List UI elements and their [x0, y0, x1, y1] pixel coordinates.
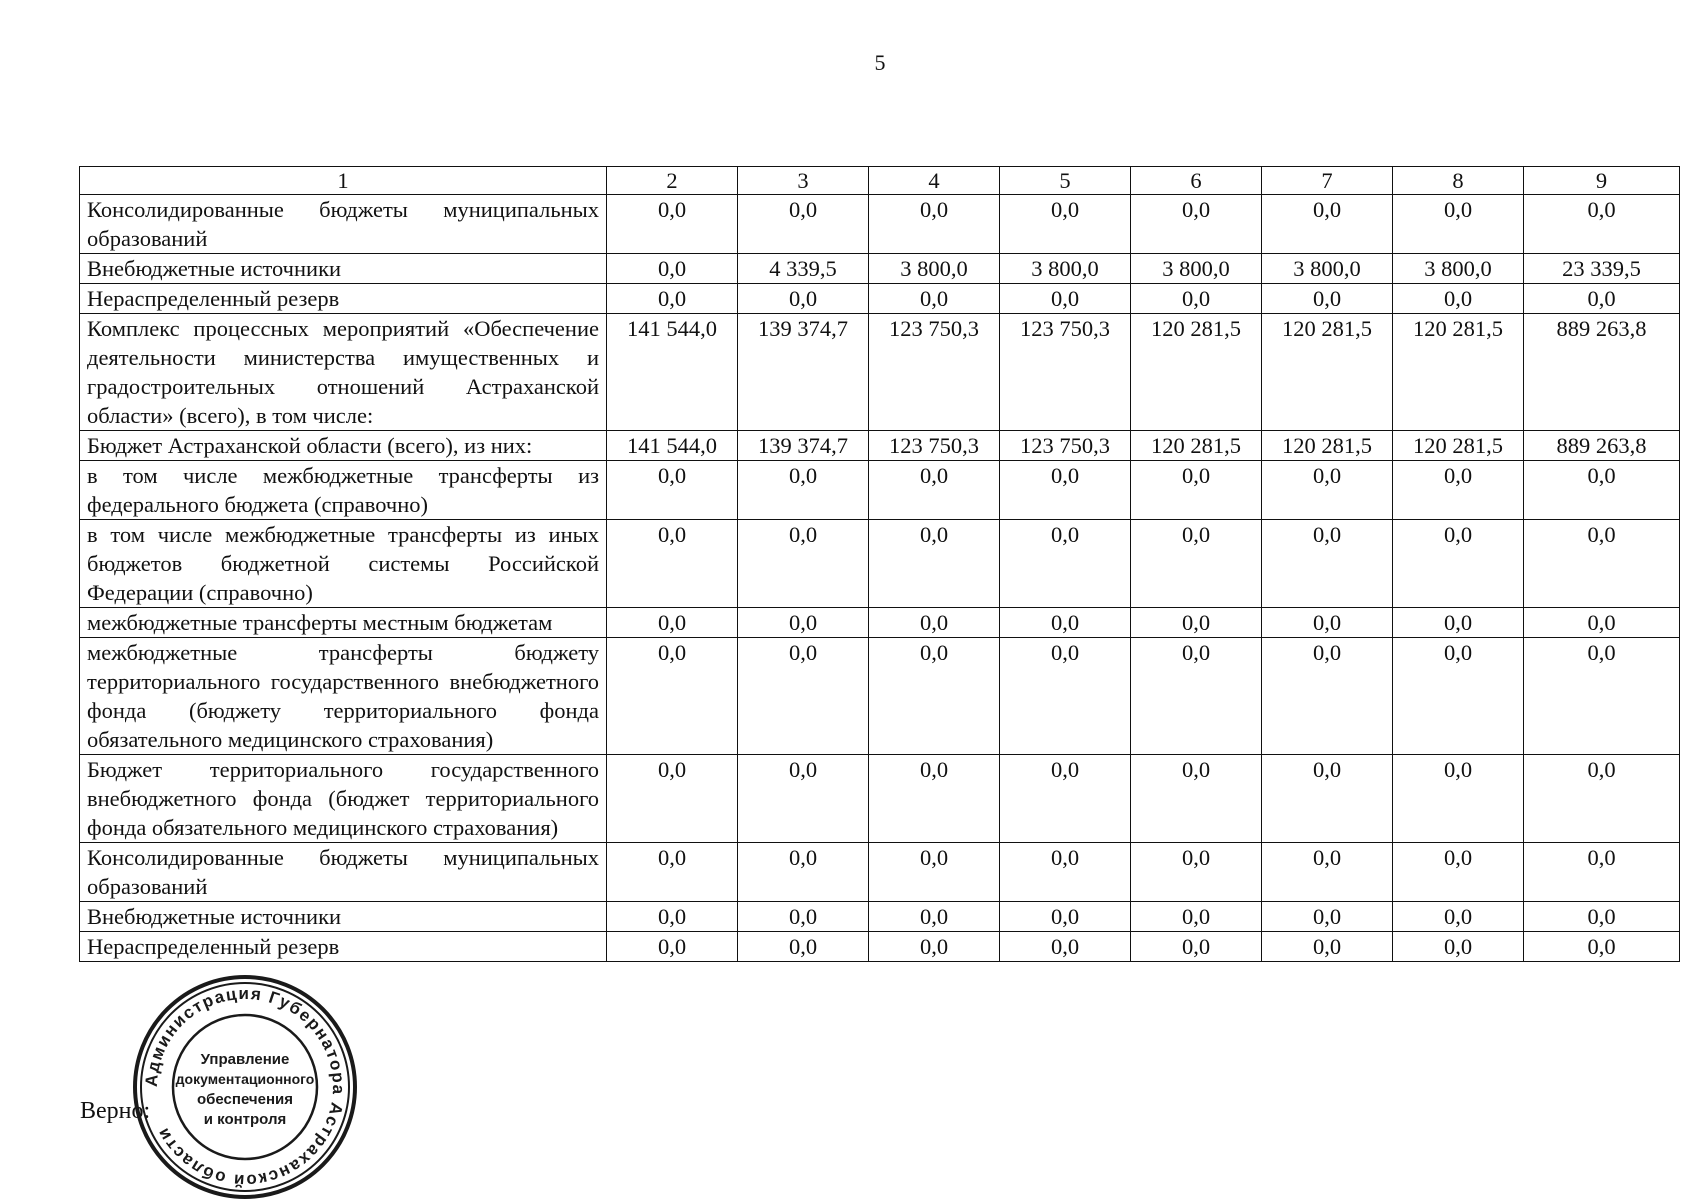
value-cell: 0,0: [1262, 520, 1393, 608]
value-cell: 0,0: [738, 638, 869, 755]
value-cell: 3 800,0: [1393, 254, 1524, 284]
value-cell: 0,0: [738, 902, 869, 932]
page-number: 5: [874, 50, 886, 75]
row-label: Внебюджетные источники: [80, 254, 607, 284]
table-row: [80, 608, 1680, 638]
value-cell: 0,0: [1393, 520, 1524, 608]
header-cell: 8: [1393, 167, 1524, 195]
value-cell: 0,0: [869, 843, 1000, 902]
row-label: межбюджетные трансферты местным бюджетам: [80, 608, 607, 638]
value-cell: 3 800,0: [1131, 254, 1262, 284]
value-cell: 0,0: [1393, 461, 1524, 520]
value-cell: 0,0: [1000, 755, 1131, 843]
value-cell: 139 374,7: [738, 314, 869, 431]
value-cell: 0,0: [1524, 932, 1680, 962]
value-cell: 0,0: [1262, 608, 1393, 638]
table-row: [80, 314, 1680, 431]
value-cell: 0,0: [738, 755, 869, 843]
value-cell: 0,0: [1131, 932, 1262, 962]
value-cell: 123 750,3: [869, 314, 1000, 431]
row-label: Комплекс процессных мероприятий «Обеспечение деятельности министерства имущественных и градостроительных отношений Астраханской области» (всего), в том числе:: [80, 314, 607, 431]
value-cell: 123 750,3: [1000, 314, 1131, 431]
value-cell: 0,0: [1131, 638, 1262, 755]
table-row: [80, 195, 1680, 254]
value-cell: 0,0: [1262, 284, 1393, 314]
row-label: межбюджетные трансферты бюджету территориального государственного внебюджетного фонда (бюджету территориального фонда обязательного медицинского страхования): [80, 638, 607, 755]
value-cell: 0,0: [738, 195, 869, 254]
value-cell: 0,0: [1524, 284, 1680, 314]
table-row: [80, 520, 1680, 608]
value-cell: 0,0: [607, 843, 738, 902]
value-cell: 120 281,5: [1131, 431, 1262, 461]
value-cell: 0,0: [1131, 195, 1262, 254]
value-cell: 0,0: [1262, 755, 1393, 843]
value-cell: 0,0: [1000, 932, 1131, 962]
value-cell: 0,0: [1000, 843, 1131, 902]
value-cell: 0,0: [1524, 195, 1680, 254]
row-label: Бюджет территориального государственного внебюджетного фонда (бюджет территориального фонда обязательного медицинского страхования): [80, 755, 607, 843]
value-cell: 0,0: [607, 254, 738, 284]
row-label: в том числе межбюджетные трансферты из иных бюджетов бюджетной системы Российской Федерации (справочно): [80, 520, 607, 608]
value-cell: 0,0: [1393, 902, 1524, 932]
header-cell: 1: [80, 167, 607, 195]
value-cell: 141 544,0: [607, 431, 738, 461]
seal-center-line: документационного: [175, 1071, 315, 1087]
row-label: Нераспределенный резерв: [80, 284, 607, 314]
value-cell: 0,0: [738, 932, 869, 962]
value-cell: 0,0: [1131, 461, 1262, 520]
table-row: [80, 431, 1680, 461]
table-row: [80, 755, 1680, 843]
table-row: [80, 902, 1680, 932]
value-cell: 0,0: [1131, 843, 1262, 902]
table-row: [80, 461, 1680, 520]
value-cell: 120 281,5: [1262, 314, 1393, 431]
value-cell: 0,0: [607, 520, 738, 608]
value-cell: 0,0: [1524, 843, 1680, 902]
value-cell: 0,0: [869, 520, 1000, 608]
table-row: [80, 254, 1680, 284]
value-cell: 3 800,0: [869, 254, 1000, 284]
value-cell: 0,0: [1393, 755, 1524, 843]
value-cell: 0,0: [1393, 843, 1524, 902]
value-cell: 0,0: [607, 284, 738, 314]
seal-center-line: обеспечения: [196, 1091, 294, 1108]
value-cell: 0,0: [607, 638, 738, 755]
value-cell: 0,0: [1000, 284, 1131, 314]
table-header-row: [80, 167, 1680, 195]
value-cell: 0,0: [1262, 902, 1393, 932]
value-cell: 0,0: [1131, 608, 1262, 638]
table-row: [80, 843, 1680, 902]
row-label: в том числе межбюджетные трансферты из федерального бюджета (справочно): [80, 461, 607, 520]
value-cell: 0,0: [869, 755, 1000, 843]
value-cell: 0,0: [1262, 195, 1393, 254]
row-label: Бюджет Астраханской области (всего), из них:: [80, 431, 607, 461]
value-cell: 0,0: [1524, 608, 1680, 638]
value-cell: 0,0: [1000, 608, 1131, 638]
value-cell: 0,0: [869, 461, 1000, 520]
value-cell: 0,0: [1131, 284, 1262, 314]
value-cell: 0,0: [1262, 843, 1393, 902]
budget-table: [79, 166, 1680, 962]
value-cell: 0,0: [1393, 638, 1524, 755]
certification-text: Верно:: [80, 1098, 151, 1124]
table-row: [80, 284, 1680, 314]
value-cell: 0,0: [1524, 520, 1680, 608]
value-cell: 120 281,5: [1393, 431, 1524, 461]
value-cell: 889 263,8: [1524, 314, 1680, 431]
value-cell: 0,0: [738, 608, 869, 638]
value-cell: 0,0: [869, 932, 1000, 962]
value-cell: 3 800,0: [1000, 254, 1131, 284]
header-cell: 2: [607, 167, 738, 195]
value-cell: 0,0: [607, 195, 738, 254]
value-cell: 0,0: [738, 461, 869, 520]
value-cell: 0,0: [1262, 638, 1393, 755]
header-cell: 4: [869, 167, 1000, 195]
value-cell: 0,0: [869, 608, 1000, 638]
value-cell: 0,0: [1000, 195, 1131, 254]
value-cell: 0,0: [607, 755, 738, 843]
value-cell: 120 281,5: [1393, 314, 1524, 431]
value-cell: 0,0: [869, 902, 1000, 932]
value-cell: 139 374,7: [738, 431, 869, 461]
row-label: Консолидированные бюджеты муниципальных образований: [80, 195, 607, 254]
value-cell: 120 281,5: [1262, 431, 1393, 461]
table-row: [80, 638, 1680, 755]
value-cell: 0,0: [1131, 902, 1262, 932]
value-cell: 0,0: [738, 284, 869, 314]
value-cell: 0,0: [1131, 520, 1262, 608]
value-cell: 0,0: [1524, 638, 1680, 755]
row-label: Консолидированные бюджеты муниципальных образований: [80, 843, 607, 902]
value-cell: 123 750,3: [1000, 431, 1131, 461]
value-cell: 0,0: [738, 843, 869, 902]
budget-table-body: [80, 167, 1680, 962]
value-cell: 0,0: [1000, 461, 1131, 520]
value-cell: 0,0: [1262, 932, 1393, 962]
value-cell: 0,0: [607, 932, 738, 962]
value-cell: 23 339,5: [1524, 254, 1680, 284]
header-cell: 6: [1131, 167, 1262, 195]
value-cell: 0,0: [607, 608, 738, 638]
value-cell: 0,0: [1000, 638, 1131, 755]
header-cell: 7: [1262, 167, 1393, 195]
row-label: Нераспределенный резерв: [80, 932, 607, 962]
value-cell: 0,0: [738, 520, 869, 608]
value-cell: 0,0: [607, 902, 738, 932]
value-cell: 141 544,0: [607, 314, 738, 431]
value-cell: 0,0: [869, 284, 1000, 314]
table-row: [80, 932, 1680, 962]
value-cell: 0,0: [607, 461, 738, 520]
header-cell: 3: [738, 167, 869, 195]
official-seal: [130, 972, 360, 1202]
value-cell: 4 339,5: [738, 254, 869, 284]
header-cell: 5: [1000, 167, 1131, 195]
seal-center-line: Управление: [200, 1051, 290, 1068]
row-label: Внебюджетные источники: [80, 902, 607, 932]
value-cell: 0,0: [1393, 284, 1524, 314]
value-cell: 3 800,0: [1262, 254, 1393, 284]
header-cell: 9: [1524, 167, 1680, 195]
value-cell: 0,0: [1524, 902, 1680, 932]
value-cell: 0,0: [1524, 755, 1680, 843]
value-cell: 0,0: [1000, 520, 1131, 608]
value-cell: 120 281,5: [1131, 314, 1262, 431]
value-cell: 0,0: [1000, 902, 1131, 932]
value-cell: 889 263,8: [1524, 431, 1680, 461]
value-cell: 0,0: [1393, 195, 1524, 254]
value-cell: 0,0: [1524, 461, 1680, 520]
seal-center-line: и контроля: [203, 1111, 287, 1128]
value-cell: 0,0: [1131, 755, 1262, 843]
seal-ring-text: Администрация Губернатора Астраханской области: [141, 983, 349, 1191]
value-cell: 0,0: [869, 195, 1000, 254]
value-cell: 0,0: [1262, 461, 1393, 520]
value-cell: 0,0: [1393, 608, 1524, 638]
value-cell: 0,0: [869, 638, 1000, 755]
value-cell: 123 750,3: [869, 431, 1000, 461]
value-cell: 0,0: [1393, 932, 1524, 962]
